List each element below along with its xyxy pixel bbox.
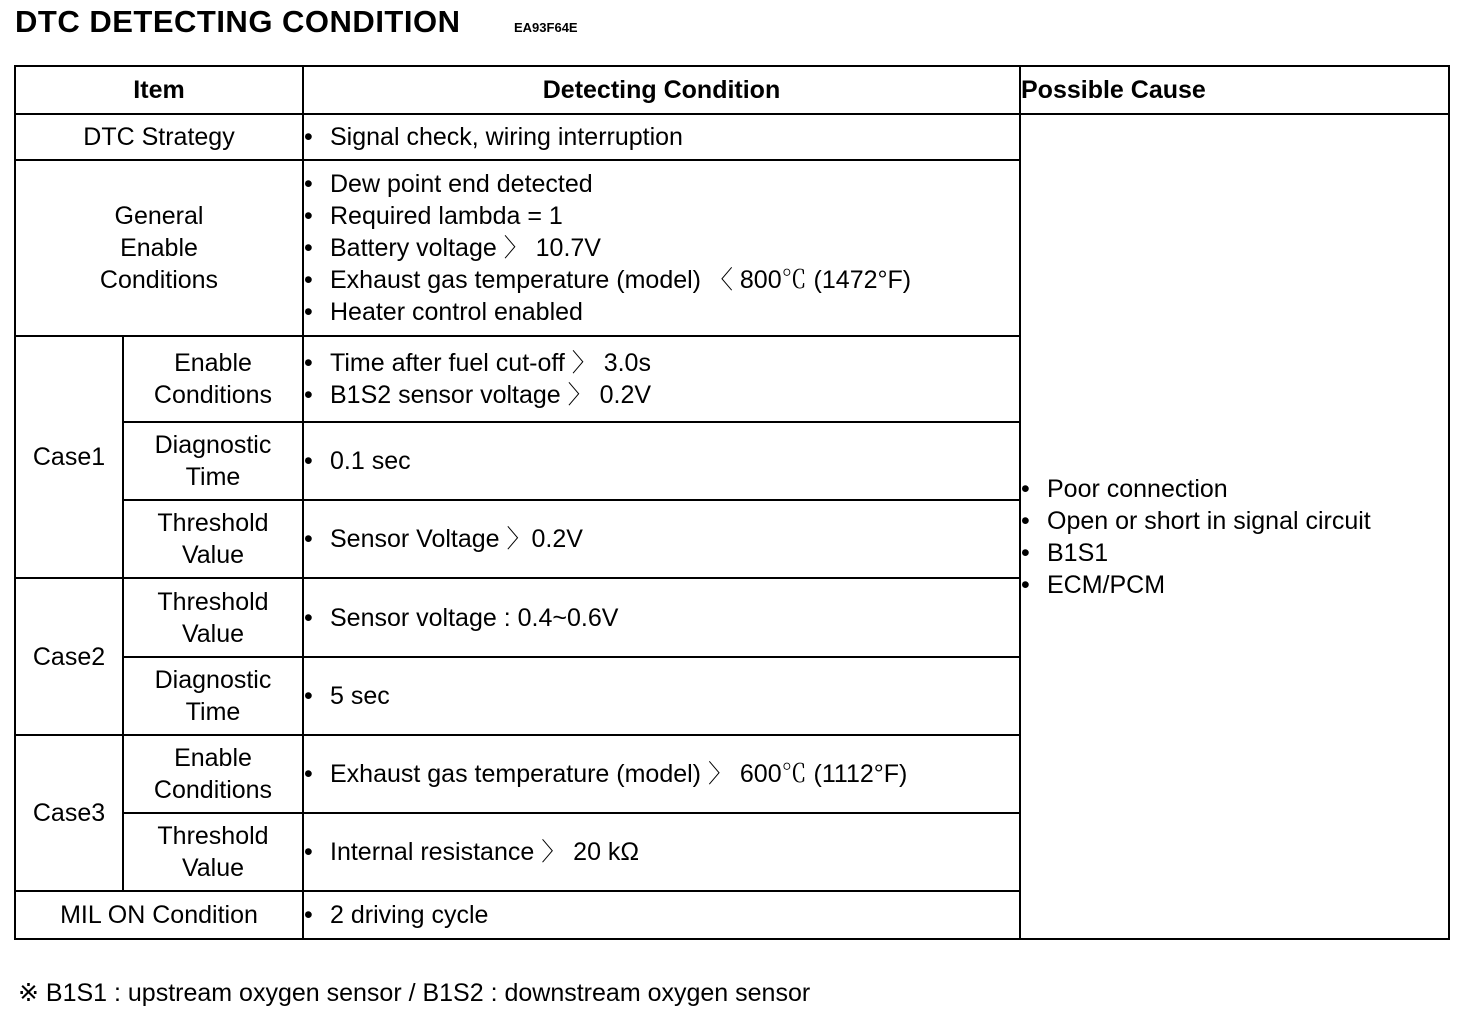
case2-threshold-label: Threshold Value [123, 578, 303, 657]
case2-diagnostic-label: Diagnostic Time [123, 657, 303, 735]
cause-item: • Poor connection [1021, 473, 1448, 505]
condition-item: • Required lambda = 1 [304, 200, 1019, 232]
case3-threshold-conditions [303, 813, 1020, 891]
document-code: EA93F64E [514, 20, 578, 35]
condition-item: • Exhaust gas temperature (model) 〉 600℃ (1112°F) [304, 758, 1019, 790]
header-possible-cause: Possible Cause [1020, 66, 1449, 114]
condition-item: • Signal check, wiring interruption [304, 121, 1019, 153]
cause-item: • ECM/PCM [1021, 569, 1448, 601]
header-row [15, 66, 1449, 114]
mil-on-label: MIL ON Condition [15, 891, 303, 939]
dtc-table [14, 65, 1450, 940]
case1-diagnostic-label: Diagnostic Time [123, 422, 303, 500]
case1-threshold-label: Threshold Value [123, 500, 303, 578]
page-title: DTC DETECTING CONDITION [15, 4, 461, 39]
condition-item: • 5 sec [304, 680, 1019, 712]
header-detecting-condition: Detecting Condition [303, 66, 1020, 114]
case1-enable-conditions [303, 336, 1020, 422]
condition-item: • Dew point end detected [304, 168, 1019, 200]
case1-diagnostic-conditions [303, 422, 1020, 500]
condition-item: • Sensor Voltage 〉0.2V [304, 523, 1019, 555]
condition-item: • B1S2 sensor voltage 〉 0.2V [304, 379, 1019, 411]
condition-item: • Exhaust gas temperature (model) 〈 800℃ (1472°F) [304, 264, 1019, 296]
general-enable-label: General Enable Conditions [15, 160, 303, 336]
dtc-strategy-label: DTC Strategy [15, 114, 303, 160]
dtc-strategy-conditions [303, 114, 1020, 160]
case1-enable-label: Enable Conditions [123, 336, 303, 422]
table-row-dtc-strategy [15, 114, 1449, 160]
possible-cause-cell [1020, 114, 1449, 939]
cause-item: • B1S1 [1021, 537, 1448, 569]
cause-item: • Open or short in signal circuit [1021, 505, 1448, 537]
header-item: Item [15, 66, 303, 114]
condition-item: • 0.1 sec [304, 445, 1019, 477]
case3-label: Case3 [15, 735, 123, 891]
case1-threshold-conditions [303, 500, 1020, 578]
case2-threshold-conditions [303, 578, 1020, 657]
case2-diagnostic-conditions [303, 657, 1020, 735]
case3-enable-conditions [303, 735, 1020, 813]
condition-item: • Battery voltage 〉 10.7V [304, 232, 1019, 264]
footnote: ※ B1S1 : upstream oxygen sensor / B1S2 : downstream oxygen sensor [18, 979, 811, 1007]
general-enable-conditions [303, 160, 1020, 336]
condition-item: • 2 driving cycle [304, 899, 1019, 931]
case2-label: Case2 [15, 578, 123, 735]
condition-item: • Time after fuel cut-off 〉 3.0s [304, 347, 1019, 379]
case1-label: Case1 [15, 336, 123, 578]
mil-on-conditions [303, 891, 1020, 939]
condition-item: • Sensor voltage : 0.4~0.6V [304, 602, 1019, 634]
condition-item: • Internal resistance 〉 20 kΩ [304, 836, 1019, 868]
case3-enable-label: Enable Conditions [123, 735, 303, 813]
case3-threshold-label: Threshold Value [123, 813, 303, 891]
condition-item: • Heater control enabled [304, 296, 1019, 328]
